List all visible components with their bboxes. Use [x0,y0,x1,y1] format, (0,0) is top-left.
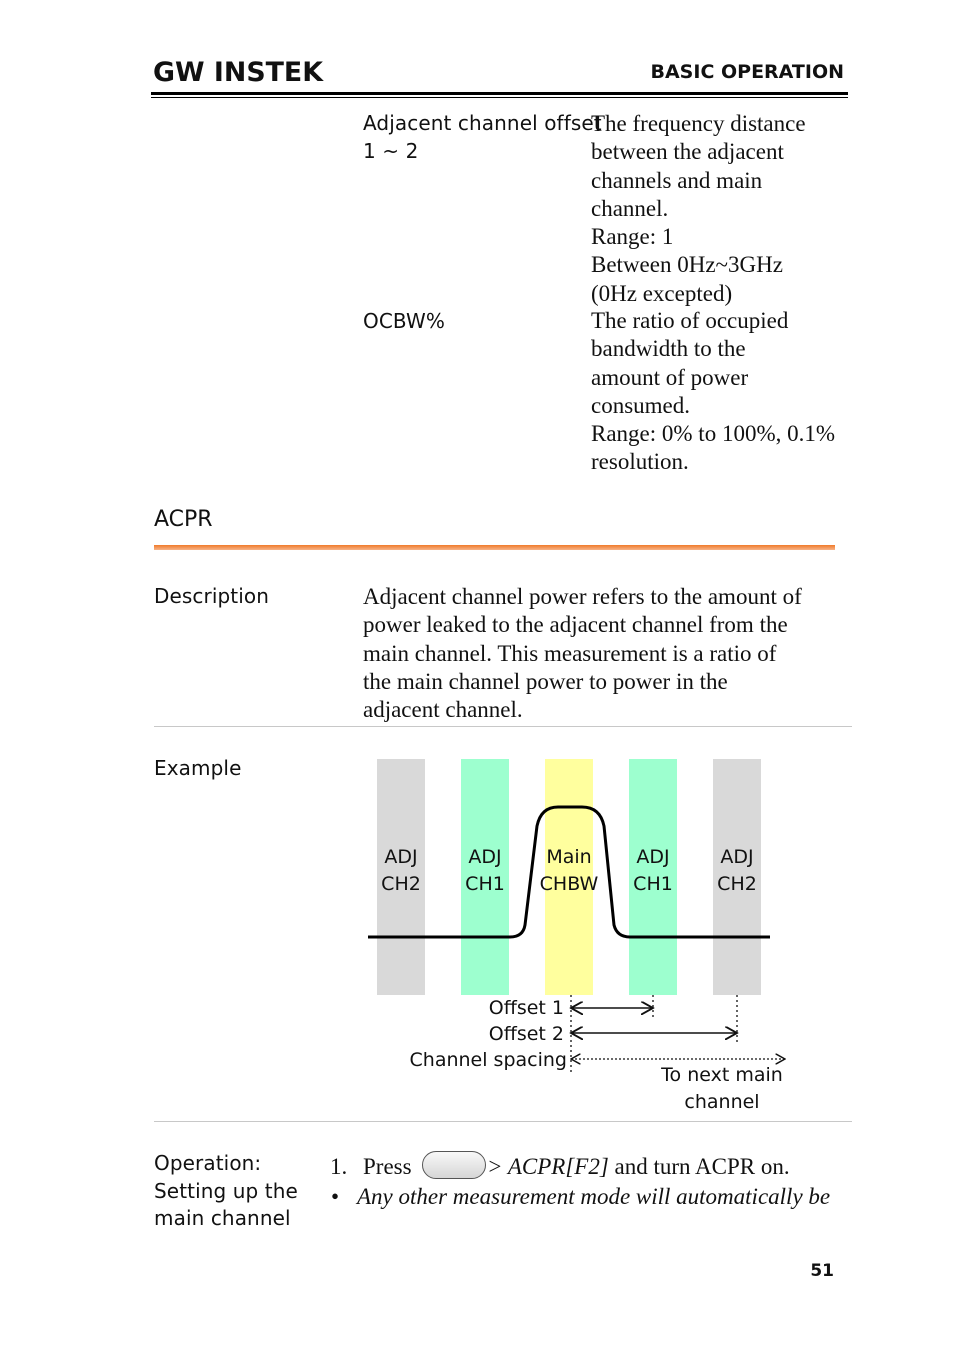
param-desc-ocbw: The ratio of occupied bandwidth to the amount of power consumed. Range: 0% to 100%, 0.1% resolution. [591,308,836,475]
band-label-adj-ch2-right-2: CH2 [717,873,757,895]
section-label: BASIC OPERATION [650,61,844,83]
band-label-main-1: Main [546,846,592,868]
example-label: Example [154,756,242,780]
param-name-ocbw: OCBW% [363,309,445,333]
description-label: Description [154,584,270,608]
channel-spacing-label: Channel spacing [409,1049,567,1071]
param-name-adjacent-offset: Adjacent channel offset 1 ~ 2 [363,111,602,163]
description-text: Adjacent channel power refers to the amount of power leaked to the adjacent channel from the main channel. This measurement is a ratio of the main channel power to power in the adjacent channel. [363,584,802,723]
step-press-text: Press [363,1154,412,1179]
band-label-adj-ch1-right-2: CH1 [633,873,673,895]
band-label-adj-ch1-right-1: ADJ [636,846,670,868]
band-label-adj-ch2-right-1: ADJ [720,846,754,868]
step-number: 1. [330,1154,348,1179]
next-main-label-2: channel [684,1091,760,1113]
operation-label: Operation: Setting up the main channel [154,1151,298,1230]
svg-text:GW INSTEK: GW INSTEK [153,57,325,84]
header-rule [151,92,848,95]
section-rule [154,545,835,550]
operation-note: Any other measurement mode will automatically be [357,1184,831,1209]
offset1-label: Offset 1 [488,997,564,1019]
band-label-adj-ch2-left-2: CH2 [381,873,421,895]
row-divider [154,726,852,727]
band-label-adj-ch2-left-1: ADJ [384,846,418,868]
param-desc-adjacent-offset: The frequency distance between the adjacent channels and main channel. Range: 1 Between 0Hz~3GHz (0Hz excepted) [591,111,806,306]
band-label-adj-ch1-left-2: CH1 [465,873,505,895]
band-label-adj-ch1-left-1: ADJ [468,846,502,868]
header-rule-thin [151,97,848,98]
band-label-main-2: CHBW [539,873,599,895]
page-number: 51 [810,1261,834,1281]
next-main-label-1: To next main [661,1064,783,1086]
acpr-f2-key: > ACPR[F2] [487,1154,609,1179]
measure-key-button[interactable] [422,1151,486,1179]
section-title: ACPR [154,507,213,532]
acpr-diagram [360,750,800,1120]
offset2-label: Offset 2 [488,1023,564,1045]
gw-instek-logo [153,56,325,84]
row-divider [154,1121,852,1122]
step-instruction: > ACPR[F2] and turn ACPR on. [487,1154,790,1179]
bullet-icon: • [331,1184,340,1209]
